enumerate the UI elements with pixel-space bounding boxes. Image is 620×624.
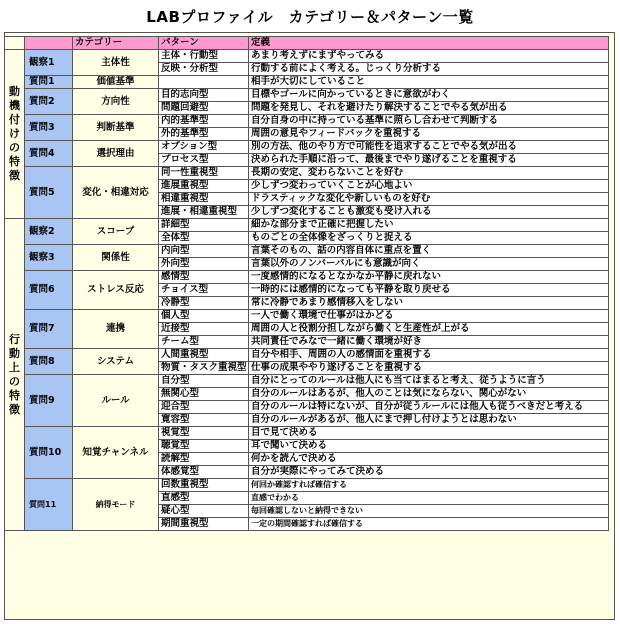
header-question [25, 37, 73, 50]
pattern-cell: 同一性重視型 [159, 167, 249, 180]
pattern-cell: 寛容型 [159, 414, 249, 427]
category-cell: 知覚チャンネル [73, 427, 159, 479]
definition-cell: 自分や相手、周囲の人の感情面を重視する [249, 349, 609, 362]
definition-cell: 別の方法、他のやり方で可能性を追求することでやる気が出る [249, 141, 609, 154]
table-row [5, 219, 609, 232]
definition-cell: 仕事の成果ややり遂げることを重視する [249, 362, 609, 375]
pattern-cell: 反映・分析型 [159, 63, 249, 76]
question-cell: 観察3 [25, 245, 73, 271]
question-cell: 質問2 [25, 89, 73, 115]
pattern-cell: 内向型 [159, 245, 249, 258]
definition-cell: 相手が大切にしていること [249, 76, 609, 89]
definition-cell: 周囲の意見やフィードバックを重視する [249, 128, 609, 141]
definition-cell: 自分自身の中に持っている基準に照らし合わせて判断する [249, 115, 609, 128]
category-cell: 連携 [73, 310, 159, 349]
pattern-cell: 無関心型 [159, 388, 249, 401]
pattern-cell: チョイス型 [159, 284, 249, 297]
definition-cell: あまり考えずにまずやってみる [249, 50, 609, 63]
question-cell: 質問5 [25, 167, 73, 219]
category-cell: 価値基準 [73, 76, 159, 89]
pattern-cell [159, 76, 249, 89]
definition-cell: 言葉そのもの、話の内容自体に重点を置く [249, 245, 609, 258]
table-row [5, 141, 609, 154]
pattern-cell: 感情型 [159, 271, 249, 284]
definition-cell: ドラスティックな変化や新しいものを好む [249, 193, 609, 206]
definition-cell: 耳で聞いて決める [249, 440, 609, 453]
question-cell: 質問3 [25, 115, 73, 141]
question-cell: 質問4 [25, 141, 73, 167]
definition-cell: 周囲の人と役割分担しながら働くと生産性が上がる [249, 323, 609, 336]
pattern-cell: 外向型 [159, 258, 249, 271]
definition-cell: 言葉以外のノンバーバルにも意識が向く [249, 258, 609, 271]
table-row [5, 89, 609, 102]
pattern-cell: 進展・相違重視型 [159, 206, 249, 219]
category-cell: 方向性 [73, 89, 159, 115]
definition-cell: 常に冷静であまり感情移入をしない [249, 297, 609, 310]
table-body [5, 50, 609, 531]
pattern-cell: チーム型 [159, 336, 249, 349]
definition-cell: 決められた手順に沿って、最後までやり遂げることを重視する [249, 154, 609, 167]
definition-cell: 自分のルールは特にないが、自分が従うルールには他人も従うべきだと考える [249, 401, 609, 414]
definition-cell: 直感でわかる [249, 492, 609, 505]
definition-cell: 自分のルールはあるが、他人のことは気にならない、関心がない [249, 388, 609, 401]
definition-cell: 自分のルールがあるが、他人にまで押し付けようとは思わない [249, 414, 609, 427]
pattern-cell: 主体・行動型 [159, 50, 249, 63]
pattern-cell: 内的基準型 [159, 115, 249, 128]
pattern-cell: 物質・タスク重視型 [159, 362, 249, 375]
definition-cell: 共同責任でみなで一緒に働く環境が好き [249, 336, 609, 349]
definition-cell: 何かを読んで決める [249, 453, 609, 466]
category-cell: ルール [73, 375, 159, 427]
definition-cell: 問題を発見し、それを避けたり解決することでやる気が出る [249, 102, 609, 115]
definition-cell: 一時的には感情的になっても平静を取り戻せる [249, 284, 609, 297]
question-cell: 質問10 [25, 427, 73, 479]
pattern-cell: 進展重視型 [159, 180, 249, 193]
table-row [5, 271, 609, 284]
pattern-cell: 迎合型 [159, 401, 249, 414]
pattern-cell: 人間重視型 [159, 349, 249, 362]
pattern-cell: オプション型 [159, 141, 249, 154]
pattern-cell: 近接型 [159, 323, 249, 336]
category-cell: システム [73, 349, 159, 375]
definition-cell: 行動する前によく考える。じっくり分析する [249, 63, 609, 76]
definition-cell: 少しずつ変わっていくことが心地よい [249, 180, 609, 193]
pattern-cell: 詳細型 [159, 219, 249, 232]
pattern-cell: 冷静型 [159, 297, 249, 310]
question-cell: 質問6 [25, 271, 73, 310]
header-pattern: パターン [159, 37, 249, 50]
definition-cell: 自分が実際にやってみて決める [249, 466, 609, 479]
pattern-cell: プロセス型 [159, 154, 249, 167]
table-row [5, 375, 609, 388]
question-cell: 質問1 [25, 76, 73, 89]
definition-cell: 一度感情的になるとなかなか平静に戻れない [249, 271, 609, 284]
question-cell: 質問9 [25, 375, 73, 427]
header-section [5, 37, 25, 50]
page-title: LABプロファイル カテゴリー＆パターン一覧 [146, 8, 474, 26]
table-row [5, 479, 609, 492]
section-label: 動機付けの特徴 [5, 50, 25, 219]
category-cell: 変化・相違対応 [73, 167, 159, 219]
pattern-cell: 体感覚型 [159, 466, 249, 479]
definition-cell: 毎回確認しないと納得できない [249, 505, 609, 518]
pattern-cell: 自分型 [159, 375, 249, 388]
pattern-cell: 期間重視型 [159, 518, 249, 531]
header-category: カテゴリー [73, 37, 159, 50]
pattern-cell: 個人型 [159, 310, 249, 323]
definition-cell: 長期の安定、変わらないことを好む [249, 167, 609, 180]
question-cell: 観察2 [25, 219, 73, 245]
table-row [5, 245, 609, 258]
category-cell: 選択理由 [73, 141, 159, 167]
category-cell: 主体性 [73, 50, 159, 76]
definition-cell: 一定の期間確認すれば確信する [249, 518, 609, 531]
table-row [5, 50, 609, 63]
pattern-cell: 問題回避型 [159, 102, 249, 115]
question-cell: 観察1 [25, 50, 73, 76]
definition-cell: 自分にとってのルールは他人にも当てはまると考え、従うように言う [249, 375, 609, 388]
category-cell: 判断基準 [73, 115, 159, 141]
header-row [5, 37, 609, 50]
question-cell: 質問8 [25, 349, 73, 375]
pattern-cell: 相違重視型 [159, 193, 249, 206]
definition-cell: 細かな部分まで正確に把握したい [249, 219, 609, 232]
pattern-cell: 疑心型 [159, 505, 249, 518]
table-row [5, 310, 609, 323]
pattern-cell: 聴覚型 [159, 440, 249, 453]
header-definition: 定義 [249, 37, 609, 50]
pattern-cell: 視覚型 [159, 427, 249, 440]
category-cell: スコープ [73, 219, 159, 245]
section-label: 行動上の特徴 [5, 219, 25, 531]
table-row [5, 427, 609, 440]
pattern-cell: 直感型 [159, 492, 249, 505]
question-cell: 質問7 [25, 310, 73, 349]
pattern-cell: 目的志向型 [159, 89, 249, 102]
pattern-cell: 回数重視型 [159, 479, 249, 492]
category-cell: 関係性 [73, 245, 159, 271]
category-cell: ストレス反応 [73, 271, 159, 310]
pattern-cell: 読解型 [159, 453, 249, 466]
definition-cell: 目で見て決める [249, 427, 609, 440]
definition-cell: ものごとの全体像をざっくりと捉える [249, 232, 609, 245]
definition-cell: 目標やゴールに向かっているときに意欲がわく [249, 89, 609, 102]
definition-cell: 何回か確認すれば確信する [249, 479, 609, 492]
table-row [5, 76, 609, 89]
definition-cell: 少しずつ変化することも激変も受け入れる [249, 206, 609, 219]
table-row [5, 349, 609, 362]
question-cell: 質問11 [25, 479, 73, 531]
table-row [5, 115, 609, 128]
pattern-cell: 全体型 [159, 232, 249, 245]
definition-cell: 一人で働く環境で仕事がはかどる [249, 310, 609, 323]
table-row [5, 167, 609, 180]
category-pattern-table [4, 36, 609, 531]
pattern-cell: 外的基準型 [159, 128, 249, 141]
category-cell: 納得モード [73, 479, 159, 531]
